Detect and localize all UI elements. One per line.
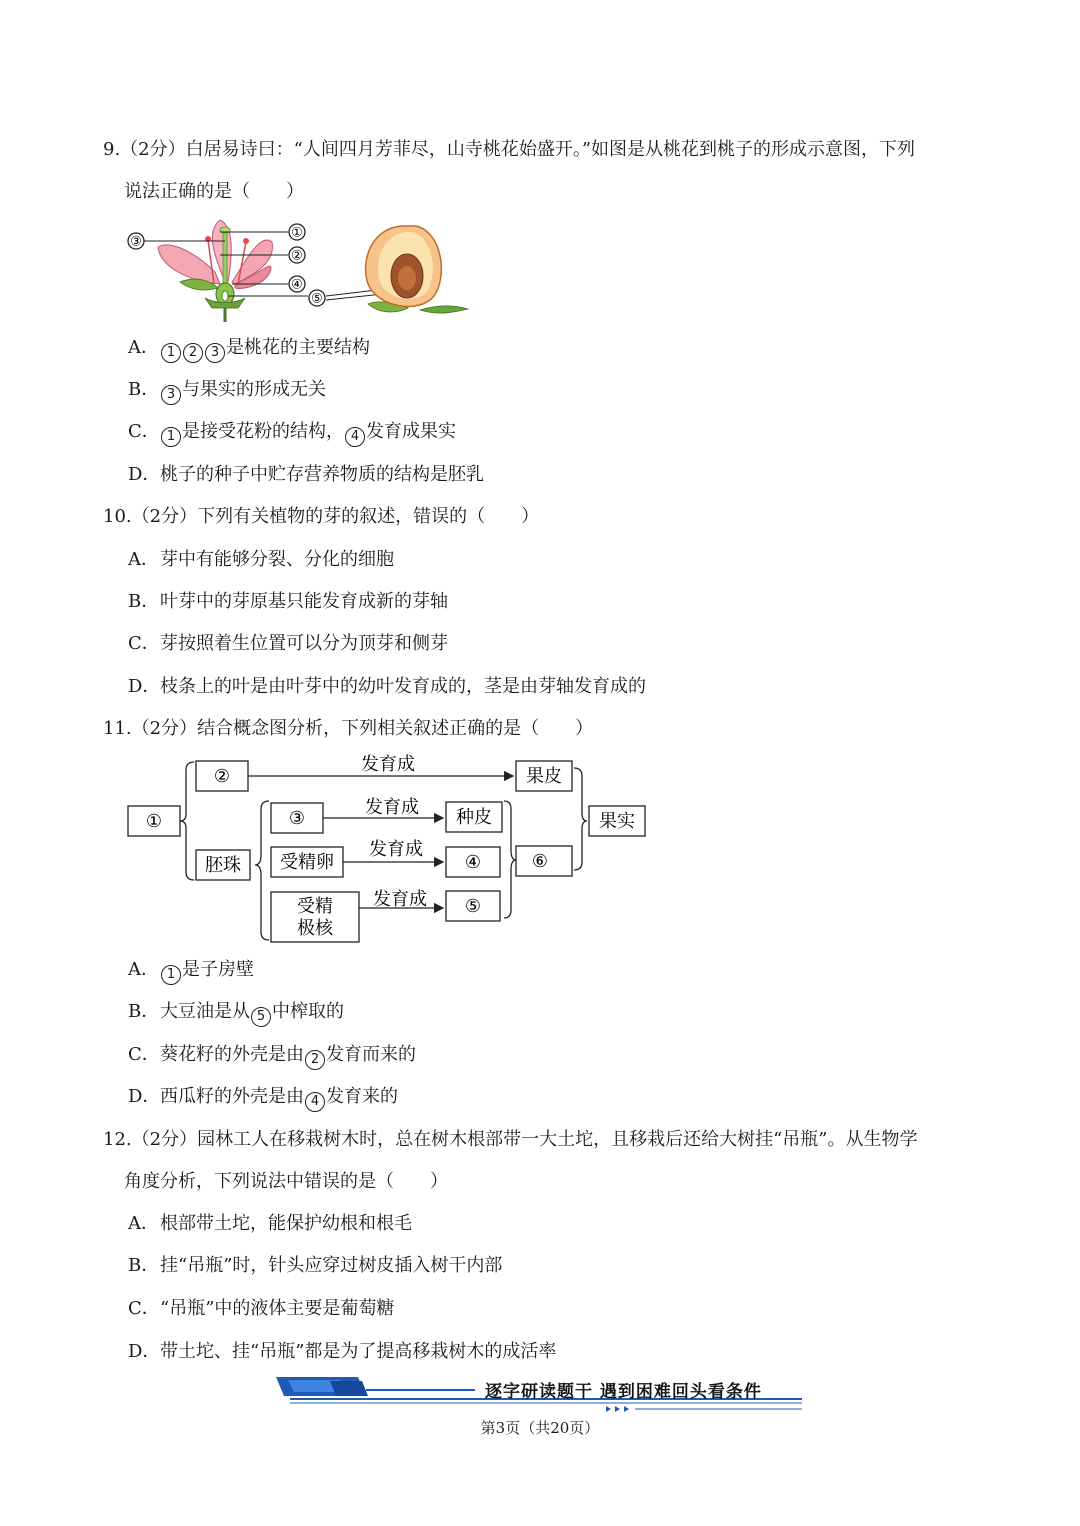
circled-number: 4: [305, 1092, 325, 1112]
option-text: 桃子的种子中贮存营养物质的结构是胚乳: [160, 464, 484, 485]
q10-option-d[interactable]: [128, 675, 646, 699]
peach-flower-fruit-figure: [120, 212, 480, 324]
peach-flower-illustration: [158, 220, 272, 322]
concept-box-jihe: 极核: [297, 918, 333, 939]
concept-box-1: ①: [145, 811, 163, 832]
q9-stem-line1: 9.（2分）白居易诗曰：“人间四月芳菲尽，山寺桃花始盛开。”如图是从桃花到桃子的形成示意图，下列: [103, 139, 916, 160]
option-letter: D．: [128, 464, 161, 485]
q9-option-c[interactable]: [128, 420, 456, 447]
circled-number: 4: [345, 427, 365, 447]
q11-stem: 11.（2分）结合概念图分析，下列相关叙述正确的是（ ）: [103, 718, 594, 739]
option-letter: B．: [128, 591, 160, 612]
option-letter: C．: [128, 1044, 160, 1065]
option-letter: C．: [128, 633, 160, 654]
option-text: 芽中有能够分裂、分化的细胞: [160, 549, 394, 570]
option-text: 挂“吊瓶”时，针头应穿过树皮插入树干内部: [160, 1255, 503, 1276]
q10-option-a[interactable]: [128, 548, 394, 572]
q10-option-b[interactable]: [128, 590, 448, 614]
fruit-formation-concept-map: [120, 750, 660, 946]
option-letter: C．: [128, 421, 160, 442]
concept-box-2: ②: [213, 766, 231, 787]
q11-option-c[interactable]: [128, 1043, 416, 1070]
option-letter: B．: [128, 1255, 160, 1276]
figure-label-1: ①: [291, 225, 303, 241]
option-text: 西瓜籽的外壳是由: [160, 1086, 304, 1107]
peach-fruit-illustration: [366, 226, 468, 313]
option-text: 叶芽中的芽原基只能发育成新的芽轴: [160, 591, 448, 612]
q12-option-b[interactable]: [128, 1254, 502, 1278]
circled-number: 1: [161, 343, 181, 363]
circled-number: 1: [161, 965, 181, 985]
circled-number: 3: [161, 385, 181, 405]
q10-option-c[interactable]: [128, 632, 448, 656]
concept-box-3: ③: [288, 808, 306, 829]
q11-option-b[interactable]: [128, 1000, 344, 1027]
concept-box-zhongpi: 种皮: [456, 807, 492, 828]
circled-number: 3: [205, 343, 225, 363]
q11-option-d[interactable]: [128, 1085, 398, 1112]
option-text: 发育来的: [326, 1086, 398, 1107]
concept-box-4: ④: [464, 852, 482, 873]
arrow-label-4: 发育成: [373, 889, 427, 910]
concept-box-guoshi: 果实: [599, 811, 635, 832]
arrow-label-3: 发育成: [369, 839, 423, 860]
option-letter: B．: [128, 379, 160, 400]
option-letter: A．: [128, 1213, 159, 1234]
q9-stem-line2: 说法正确的是（ ）: [124, 181, 304, 202]
concept-box-shoujing: 受精: [297, 896, 333, 917]
figure-label-4: ④: [291, 277, 303, 293]
arrow-label-2: 发育成: [365, 797, 419, 818]
option-letter: B．: [128, 1001, 160, 1022]
option-text: 是接受花粉的结构，: [182, 421, 344, 442]
option-text: 根部带土坨，能保护幼根和根毛: [160, 1213, 412, 1234]
q12-option-a[interactable]: [128, 1212, 412, 1236]
option-letter: A．: [128, 959, 159, 980]
q9-option-a[interactable]: [128, 336, 370, 363]
option-letter: D．: [128, 676, 161, 697]
q11-option-a[interactable]: [128, 958, 254, 985]
option-text: 大豆油是从: [160, 1001, 250, 1022]
figure-label-5: ⑤: [311, 291, 323, 307]
option-text: 发育成果实: [366, 421, 456, 442]
concept-box-5: ⑤: [464, 896, 482, 917]
option-letter: A．: [128, 549, 159, 570]
option-text: 芽按照着生位置可以分为顶芽和侧芽: [160, 633, 448, 654]
figure-label-2: ②: [291, 248, 303, 264]
option-letter: C．: [128, 1298, 160, 1319]
q9-option-b[interactable]: [128, 378, 326, 405]
page-number: 第3页（共20页）: [480, 1419, 600, 1437]
option-text: “吊瓶”中的液体主要是葡萄糖: [160, 1298, 395, 1319]
concept-box-guopi: 果皮: [526, 766, 562, 787]
option-text: 发育而来的: [326, 1044, 416, 1065]
option-text: 枝条上的叶是由叶芽中的幼叶发育成的，茎是由芽轴发育成的: [160, 676, 646, 697]
q12-option-d[interactable]: [128, 1340, 556, 1364]
option-text: 葵花籽的外壳是由: [160, 1044, 304, 1065]
option-text: 中榨取的: [272, 1001, 344, 1022]
figure-label-3: ③: [130, 234, 142, 250]
option-text: 是子房壁: [182, 959, 254, 980]
concept-box-peizhu: 胚珠: [205, 855, 241, 876]
footer-slogan: 逐字研读题干 遇到困难回头看条件: [485, 1382, 762, 1402]
q10-stem: 10.（2分）下列有关植物的芽的叙述，错误的（ ）: [103, 506, 540, 527]
option-text: 与果实的形成无关: [182, 379, 326, 400]
option-text: 是桃花的主要结构: [226, 337, 370, 358]
option-text: 带土坨、挂“吊瓶”都是为了提高移栽树木的成活率: [160, 1341, 557, 1362]
q12-option-c[interactable]: [128, 1297, 394, 1321]
circled-number: 5: [251, 1007, 271, 1027]
option-letter: D．: [128, 1086, 161, 1107]
circled-number: 2: [305, 1050, 325, 1070]
q12-stem-line2: 角度分析，下列说法中错误的是（ ）: [124, 1171, 448, 1192]
arrow-label-1: 发育成: [361, 754, 415, 775]
circled-number: 2: [183, 343, 203, 363]
option-letter: A．: [128, 337, 159, 358]
concept-box-6: ⑥: [531, 851, 549, 872]
circled-number: 1: [161, 427, 181, 447]
q12-stem-line1: 12.（2分）园林工人在移栽树木时，总在树木根部带一大土坨，且移栽后还给大树挂“吊瓶”。从生物学: [103, 1129, 918, 1150]
concept-box-shoujingluan: 受精卵: [280, 852, 334, 873]
option-letter: D．: [128, 1341, 161, 1362]
q9-option-d[interactable]: [128, 463, 484, 487]
